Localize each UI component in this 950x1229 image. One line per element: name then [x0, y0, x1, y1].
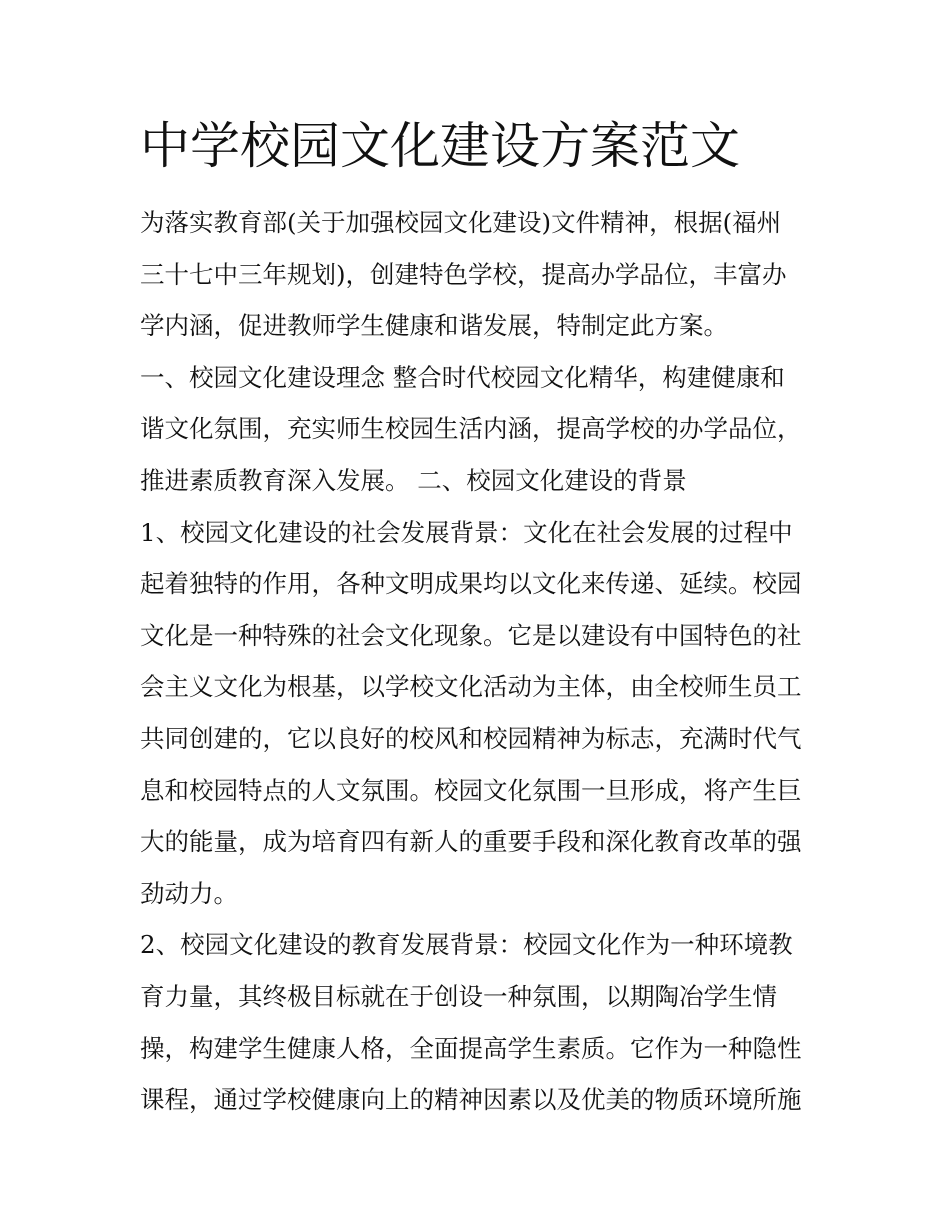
text-line: 推进素质教育深入发展。 二、校园文化建设的背景 [140, 465, 687, 495]
text-line: 起着独特的作用，各种文明成果均以文化来传递、延续。校园 [140, 569, 802, 599]
text-line: 共同创建的，它以良好的校风和校园精神为标志，充满时代气 [140, 723, 802, 753]
text-line: 操，构建学生健康人格，全面提高学生素质。它作为一种隐性 [140, 1033, 802, 1063]
text-line: 会主义文化为根基，以学校文化活动为主体，由全校师生员工 [140, 672, 802, 702]
text-line: 2、校园文化建设的教育发展背景：校园文化作为一种环境教 [140, 930, 793, 960]
text-line: 为落实教育部(关于加强校园文化建设)文件精神，根据(福州 [140, 208, 782, 237]
text-line: 1、校园文化建设的社会发展背景：文化在社会发展的过程中 [140, 517, 793, 547]
document-body [140, 197, 820, 1126]
text-line: 息和校园特点的人文氛围。校园文化氛围一旦形成，将产生巨 [140, 775, 802, 805]
text-line: 课程，通过学校健康向上的精神因素以及优美的物质环境所施 [140, 1085, 802, 1115]
text-line: 文化是一种特殊的社会文化现象。它是以建设有中国特色的社 [140, 620, 802, 650]
text-line: 劲动力。 [140, 878, 238, 908]
text-line: 育力量，其终极目标就在于创设一种氛围，以期陶冶学生情 [140, 981, 777, 1011]
text-line: 一、校园文化建设理念 整合时代校园文化精华，构建健康和 [140, 362, 785, 392]
text-line: 大的能量，成为培育四有新人的重要手段和深化教育改革的强 [140, 827, 802, 857]
document-title: 中学校园文化建设方案范文 [140, 117, 740, 175]
text-line: 谐文化氛围，充实师生校园生活内涵，提高学校的办学品位， [140, 414, 802, 444]
text-line: 学内涵，促进教师学生健康和谐发展，特制定此方案。 [140, 311, 728, 341]
text-line: 三十七中三年规划)，创建特色学校，提高办学品位，丰富办 [140, 259, 787, 289]
